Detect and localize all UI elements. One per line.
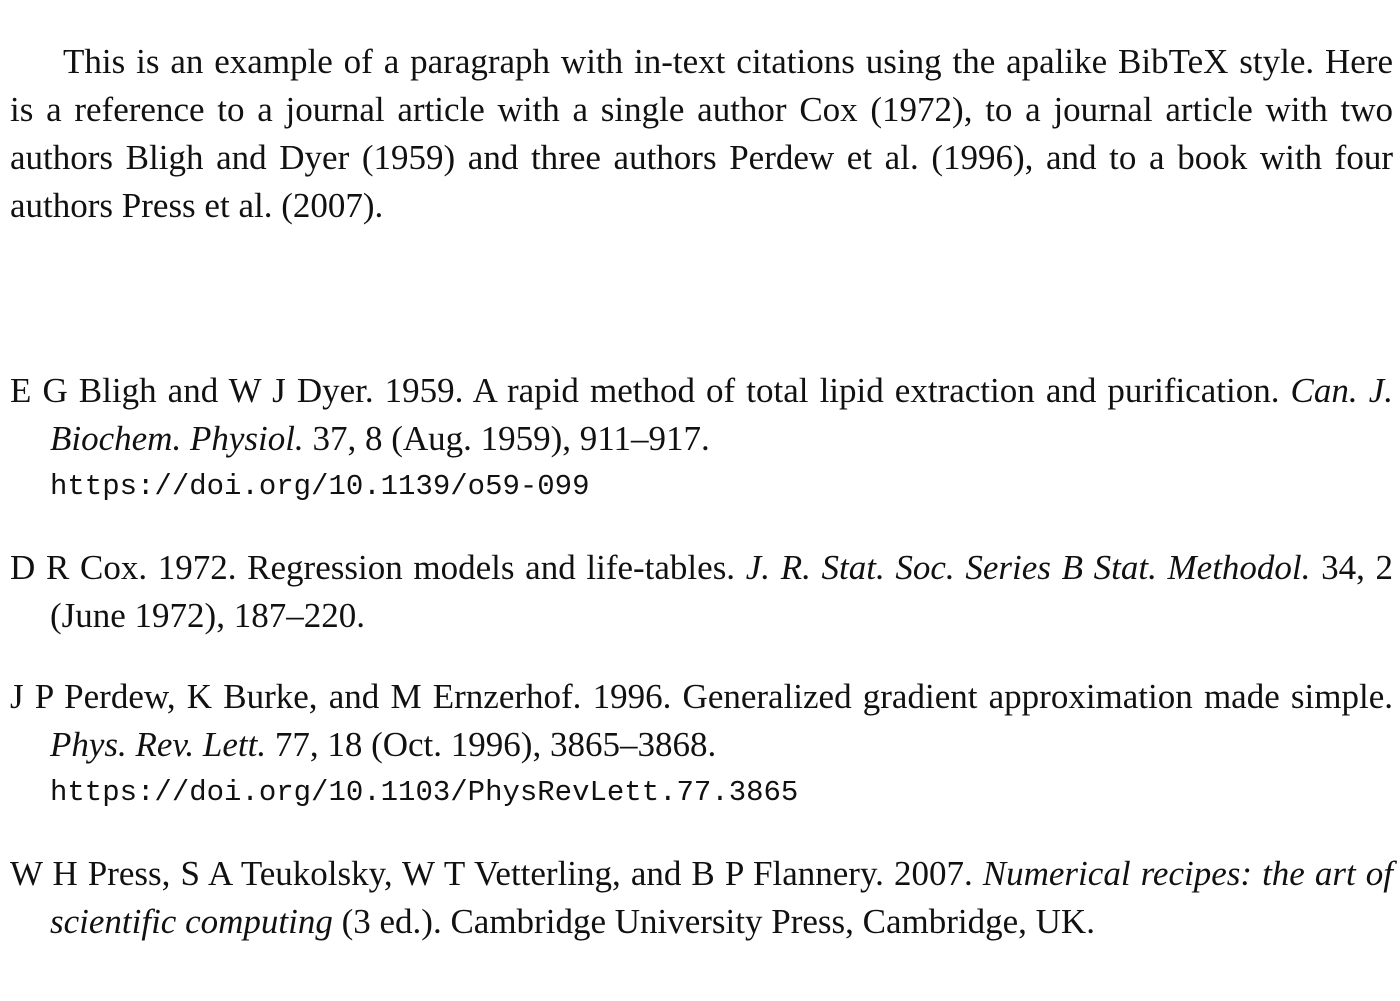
reference-details: 77, 18 (Oct. 1996), 3865–3868. xyxy=(266,725,717,764)
reference-details: (3 ed.). Cambridge University Press, Cambridge, UK. xyxy=(332,902,1095,941)
reference-doi-link[interactable]: https://doi.org/10.1139/o59-099 xyxy=(50,470,590,503)
reference-venue: Phys. Rev. Lett. xyxy=(50,725,267,764)
reference-details: 37, 8 (Aug. 1959), 911–917. xyxy=(303,419,710,458)
reference-text: D R Cox. 1972. Regression models and life-tables. xyxy=(10,548,746,587)
reference-venue: J. R. Stat. Soc. Series B Stat. Methodol. xyxy=(745,548,1311,587)
reference-item xyxy=(10,544,1393,640)
reference-title: Numerical recipes: the art of scientific computing xyxy=(50,854,1393,941)
reference-item xyxy=(10,673,1393,817)
reference-item xyxy=(10,850,1393,946)
reference-text: E G Bligh and W J Dyer. 1959. A rapid method of total lipid extraction and purification. xyxy=(10,371,1291,410)
reference-venue: Can. J. Biochem. Physiol. xyxy=(50,371,1393,458)
reference-text: J P Perdew, K Burke, and M Ernzerhof. 1996. Generalized gradient approximation made simple. xyxy=(10,677,1393,716)
reference-text: W H Press, S A Teukolsky, W T Vetterling, and B P Flannery. 2007. xyxy=(10,854,983,893)
reference-doi-link[interactable]: https://doi.org/10.1103/PhysRevLett.77.3865 xyxy=(50,776,799,809)
reference-list xyxy=(10,367,1393,979)
reference-item xyxy=(10,367,1393,511)
reference-details: 34, 2 (June 1972), 187–220. xyxy=(50,548,1393,635)
body-paragraph: This is an example of a paragraph with in-text citations using the apalike BibTeX style. Here is a reference to a journal article with a single author Cox (1972), to a journal article with two authors Bligh and Dyer (1959) and three authors Perdew et al. (1996), and to a book with four authors Press et al. (2007). xyxy=(10,42,1393,225)
